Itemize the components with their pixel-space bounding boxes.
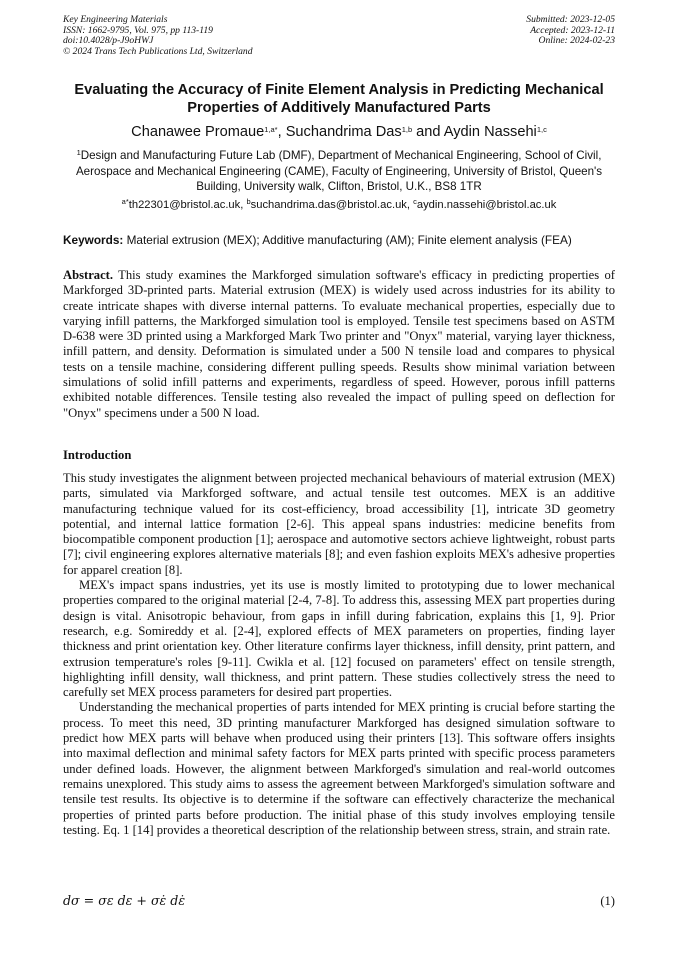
author-name: Chanawee Promaue [131, 124, 265, 140]
copyright: © 2024 Trans Tech Publications Ltd, Switzerland [63, 45, 253, 57]
email-mark: a* [121, 197, 129, 206]
email-mark: c [413, 197, 417, 206]
abstract-text: This study examines the Markforged simulation software's efficacy in predicting properties of Markforged 3D-printed parts. Material extrusion (MEX) is widely used across industries for its ability to create intricate shapes with diverse internal patterns. To evaluate mechanical properties, especially due to varying infill patterns, the Markforged simulation tool is employed. Tensile test specimens based on ASTM D-638 were 3D printed using a Markforged Mark Two printer and "Onyx" material, varying layer thickness, infill pattern, and density. Deformation is simulated under a 500 N tensile load and compares to physical tests on a tensile machine, considering different pulling speeds. Results show minimal variation between simulations of solid infill patterns and experiments, regardless of speed. However, porous infill patterns exhibited notable differences. Tensile testing also revealed the impact of pulling speed on deflection for "Onyx" specimens under a 500 N load. [63, 268, 615, 420]
issn-volume: ISSN: 1662-9795, Vol. 975, pp 113-119 [63, 24, 213, 36]
author-affiliation-mark: 1,c [536, 125, 547, 134]
accepted-date: Accepted: 2023-12-11 [530, 24, 615, 36]
author-separator: , [277, 124, 286, 140]
keywords [63, 233, 615, 248]
email-address[interactable]: aydin.nassehi@bristol.ac.uk [416, 199, 557, 211]
journal-info [63, 15, 253, 57]
section-heading-introduction: Introduction [63, 448, 132, 462]
email-address[interactable]: th22301@bristol.ac.uk [128, 199, 241, 211]
author-name: Suchandrima Das [285, 124, 402, 140]
doi: doi:10.4028/p-J9oHWJ [63, 35, 154, 47]
author-name: Aydin Nassehi [443, 124, 537, 140]
email-separator: , [240, 199, 247, 211]
online-date: Online: 2024-02-23 [538, 35, 615, 47]
author-affiliation-mark: 1,a* [264, 125, 278, 134]
journal-name: Key Engineering Materials [63, 14, 168, 25]
intro-paragraph: MEX's impact spans industries, yet its use is mostly limited to prototyping due to lower mechanical properties compared to the original material [2-4, 7-8]. To address this, assessing MEX part properties during design is vital. Anisotropic behaviour, from gaps in infill during fabrication, explains this [1, 9]. Prior research, e.g. Somireddy et al. [2-4], explored effects of MEX parameters on properties, finding layer thickness and print orientation key. Other literature confirms layer thickness, infill density, print pattern, and extrusion temperature's roles [9-11]. Cwikla et al. [12] focused on parameters' effect on tensile strength, highlighting infill density, wall thickness, and print pattern. These studies collectively stress the need to carefully set MEX process parameters for desired part properties. [63, 578, 615, 700]
abstract [63, 268, 615, 421]
affiliation-text: Design and Manufacturing Future Lab (DMF), Department of Mechanical Engineering, School of Civil, Aerospace and Mechanical Engineering (CAME), Faculty of Engineering, University of Bristol, Queen's Building, University walk, Clifton, Bristol, U.K., BS8 1TR [75, 149, 603, 193]
intro-paragraph: Understanding the mechanical properties of parts intended for MEX printing is crucial before starting the process. To meet this need, 3D printing manufacturer Markforged has designed simulation software to predict how MEX parts will behave when produced using their printers [13]. This software offers insights into maximal deflection and minimal safety factors for MEX parts printed with specific process parameters under defined loads. However, the alignment between Markforged's simulation and real-world outcomes remains unexplored. This study aims to assess the agreement between Markforged's simulation software and tensile test results. Its objective is to determine if the software can effectively characterize the mechanical properties of printed parts before production. The initial phase of this study involves employing tensile testing. Eq. 1 [14] provides a theoretical description of the relationship between stress, strain, and strain rate. [63, 700, 615, 837]
equation-number: (1) [600, 894, 615, 908]
keywords-text: Material extrusion (MEX); Additive manufacturing (AM); Finite element analysis (FEA) [126, 233, 572, 247]
email-address[interactable]: suchandrima.das@bristol.ac.uk [250, 199, 407, 211]
equation-1 [63, 893, 615, 909]
email-separator: , [406, 199, 414, 211]
affiliation-mark: 1 [76, 148, 81, 157]
publication-dates [526, 15, 615, 47]
equation-text: dσ = σε dε + σε̇ dε̇ [63, 893, 186, 908]
abstract-label: Abstract. [63, 268, 114, 282]
email-list [60, 198, 618, 213]
intro-paragraph: This study investigates the alignment between projected mechanical behaviours of material extrusion (MEX) parts, simulated via Markforged software, and actual tensile test outcomes. MEX is an additive manufacturing technique valued for its cost-efficiency, broad accessibility [1], intricate 3D geometry potential, and internal lattice formation [2-6]. This appeal spans industries: medicine benefits from biocompatible component production [1]; aerospace and automotive sectors achieve lightweight, robust parts [7]; civil engineering explores alternative materials [8]; and even fashion exploits MEX's adhesive properties for apparel creation [8]. [63, 471, 615, 577]
author-affiliation-mark: 1,b [401, 125, 413, 134]
submitted-date: Submitted: 2023-12-05 [526, 14, 615, 25]
keywords-label: Keywords: [63, 233, 124, 247]
author-separator: and [412, 124, 444, 140]
introduction-body [63, 471, 615, 838]
author-list [60, 123, 618, 141]
paper-title: Evaluating the Accuracy of Finite Element Analysis in Predicting Mechanical Properties of Additively Manufactured Parts [74, 82, 604, 116]
affiliation [60, 148, 618, 195]
email-mark: b [246, 197, 251, 206]
